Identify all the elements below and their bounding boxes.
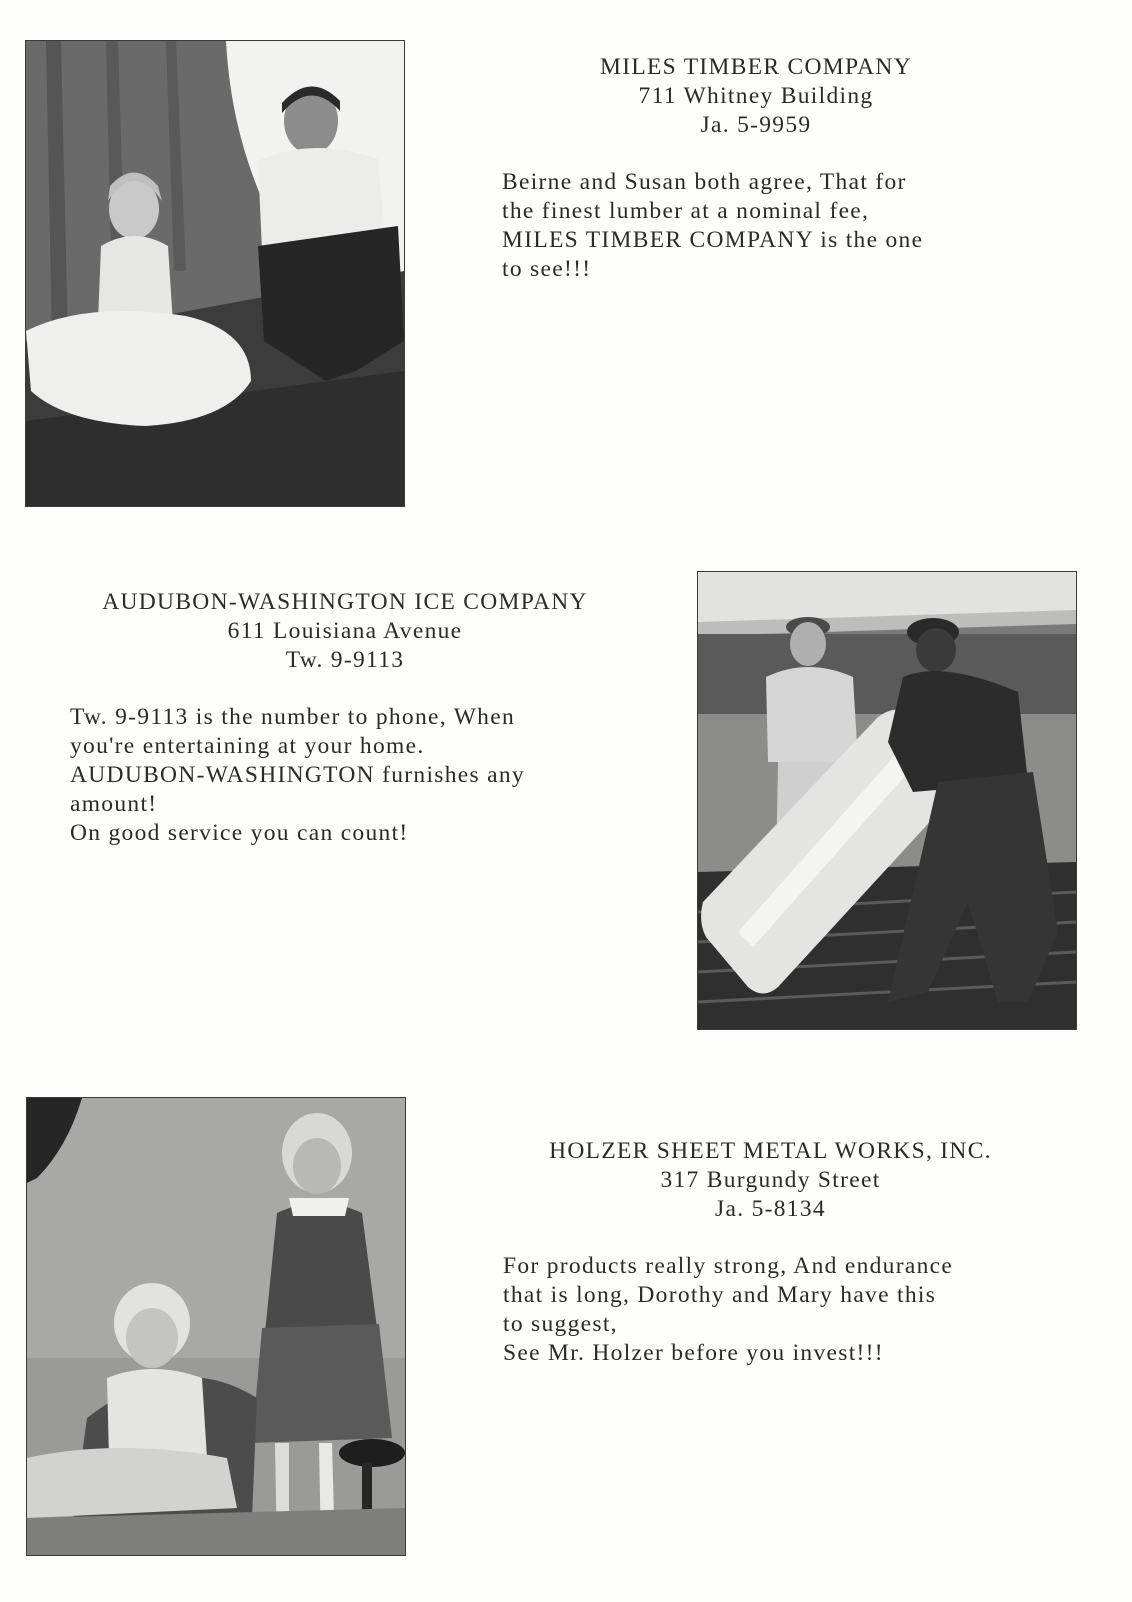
company-address: 711 Whitney Building [638,83,874,109]
verse-line: that is long, Dorothy and Mary have this [503,1282,937,1308]
verse-line: amount! [70,791,158,817]
ad-verse [503,1252,1083,1368]
verse-line: MILES TIMBER COMPANY is the one [502,227,924,253]
verse-line: to see!!! [502,256,592,282]
company-name: AUDUBON-WASHINGTON ICE COMPANY [102,589,588,615]
company-phone: Tw. 9-9113 [285,647,405,673]
verse-line: AUDUBON-WASHINGTON furnishes any [70,762,525,788]
ad-miles-timber [502,53,1062,284]
verse-line: For products really strong, And endurance [503,1253,954,1279]
company-name: MILES TIMBER COMPANY [600,54,912,80]
company-name: HOLZER SHEET METAL WORKS, INC. [549,1138,992,1164]
ad-holzer-sheet-metal [503,1137,1083,1368]
company-address: 317 Burgundy Street [660,1167,881,1193]
verse-line: See Mr. Holzer before you invest!!! [503,1340,884,1366]
ad-audubon-washington-ice [70,588,630,848]
ad-verse [70,703,630,848]
verse-line: Beirne and Susan both agree, That for [502,169,907,195]
ad-header [503,1137,1038,1224]
company-phone: Ja. 5-8134 [715,1196,826,1222]
ad-header [70,588,620,675]
ad-header [502,53,1010,140]
verse-line: the finest lumber at a nominal fee, [502,198,870,224]
verse-line: you're entertaining at your home. [70,733,425,759]
company-phone: Ja. 5-9959 [700,112,812,138]
verse-line: Tw. 9-9113 is the number to phone, When [70,704,516,730]
verse-line: On good service you can count! [70,820,409,846]
company-address: 611 Louisiana Avenue [227,618,463,644]
verse-line: to suggest, [503,1311,618,1337]
ad-verse [502,168,1062,284]
photo-dorothy-and-mary [26,1097,406,1556]
photo-beirne-and-susan [25,40,405,507]
photo-ice-block-workers [697,571,1077,1030]
